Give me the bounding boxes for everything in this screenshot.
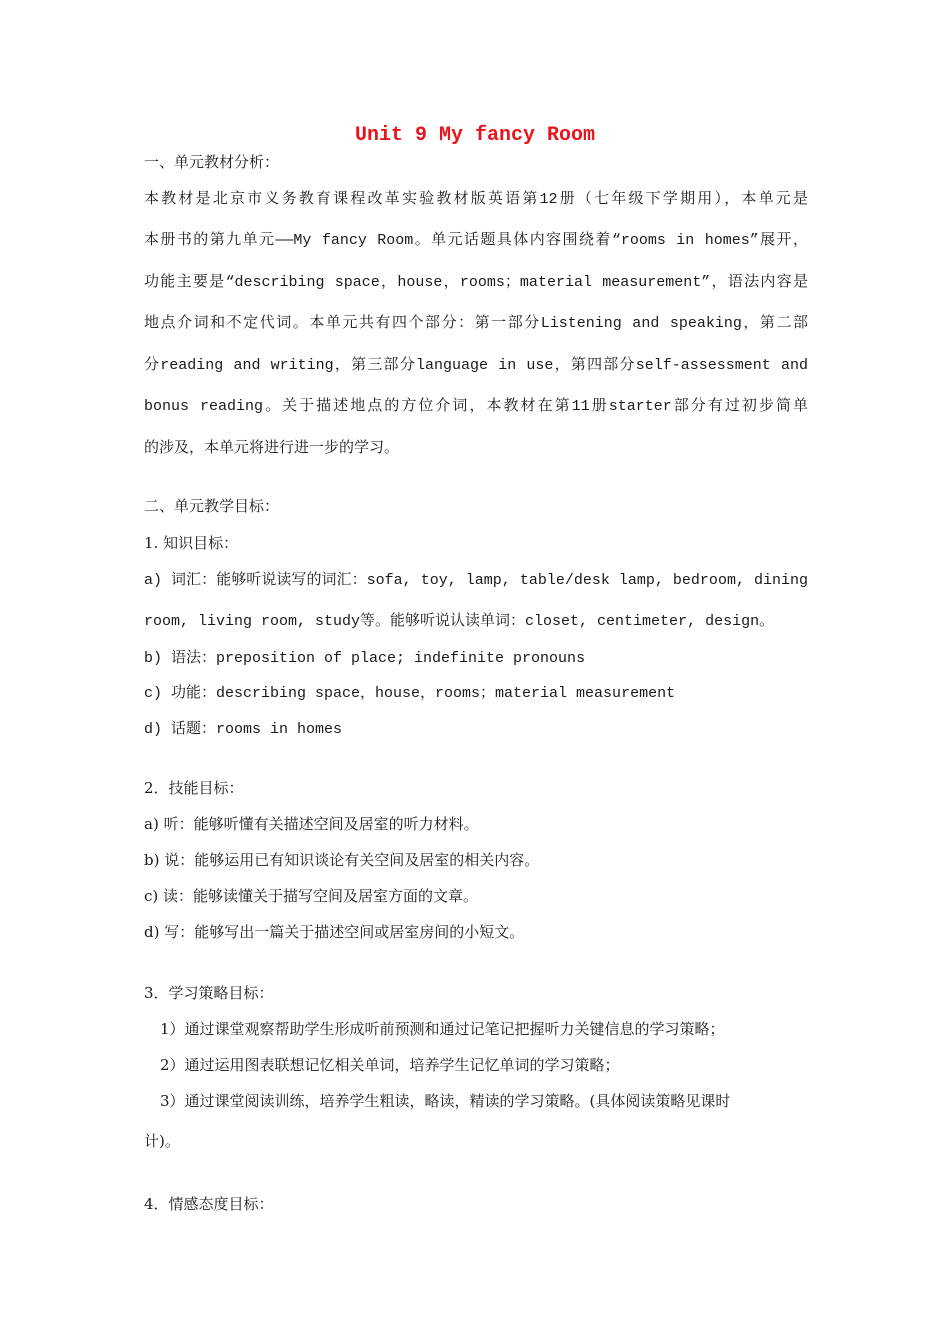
paragraph-line: 功能主要是“describing space，house，rooms；material measurement”，语法内容是 [144,274,808,291]
paragraph-line: 本册书的第九单元——My fancy Room。单元话题具体内容围绕着“rooms in homes”展开， [144,232,808,249]
list-item: 1）通过课堂观察帮助学生形成听前预测和通过记笔记把握听力关键信息的学习策略； [160,1020,725,1038]
knowledge-heading: 1. 知识目标： [144,534,239,552]
skills-heading: 2．技能目标： [144,779,244,797]
paragraph-line: 地点介词和不定代词。本单元共有四个部分：第一部分Listening and speaking，第二部 [144,315,808,332]
strategy-heading: 3．学习策略目标： [144,984,274,1002]
list-item: b) 说：能够运用已有知识谈论有关空间及居室的相关内容。 [144,851,540,869]
list-item: c) 功能：describing space，house，rooms；material measurement [144,685,676,702]
section-1-heading: 一、单元教材分析： [144,153,280,171]
section-2-heading: 二、单元教学目标： [144,497,280,515]
document-title: Unit 9 My fancy Room [354,124,596,147]
list-item: d) 写：能够写出一篇关于描述空间或居室房间的小短文。 [144,923,525,941]
list-item: room, living room, study等。能够听说认读单词：closet, centimeter, design。 [144,613,775,630]
list-item: a) 听：能够听懂有关描述空间及居室的听力材料。 [144,815,479,833]
paragraph-line: 本教材是北京市义务教育课程改革实验教材版英语第12册（七年级下学期用），本单元是 [144,191,808,208]
list-item: a) 词汇：能够听说读写的词汇：sofa, toy, lamp, table/desk lamp, bedroom, dining [144,572,808,589]
list-item: d) 话题：rooms in homes [144,721,343,738]
list-item: 2）通过运用图表联想记忆相关单词，培养学生记忆单词的学习策略； [160,1056,620,1074]
list-item: b) 语法：preposition of place; indefinite pronouns [144,650,586,667]
paragraph-line: bonus reading。关于描述地点的方位介词，本教材在第11册starter部分有过初步简单 [144,398,808,415]
attitude-heading: 4．情感态度目标： [144,1195,274,1213]
paragraph-line: 分reading and writing，第三部分language in use，第四部分self-assessment and [144,357,808,374]
paragraph-line: 的涉及，本单元将进行进一步的学习。 [144,440,400,457]
list-item: 计)。 [144,1132,180,1150]
list-item: 3）通过课堂阅读训练，培养学生粗读，略读，精读的学习策略。(具体阅读策略见课时 [160,1092,731,1110]
list-item: c) 读：能够读懂关于描写空间及居室方面的文章。 [144,887,479,905]
